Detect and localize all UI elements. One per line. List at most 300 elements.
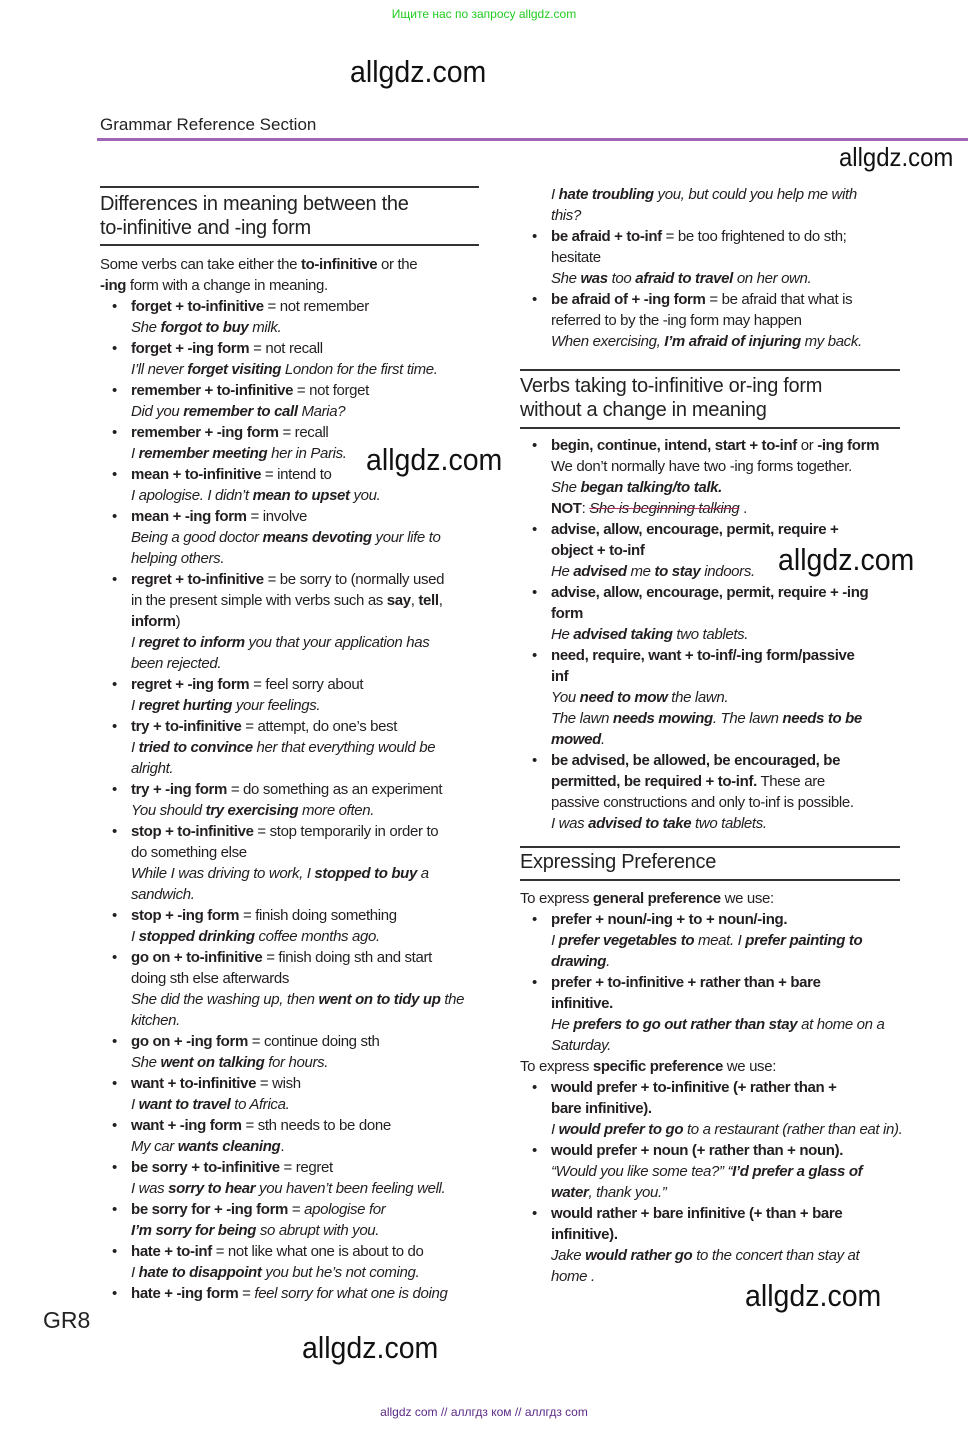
- text-run: .: [280, 1138, 285, 1155]
- line-text: [131, 989, 464, 1010]
- text-run: When exercising,: [551, 333, 665, 350]
- bullet-icon: •: [112, 781, 117, 798]
- line-text: [520, 888, 774, 909]
- bullet-item: [100, 506, 485, 527]
- line-text: [551, 582, 868, 603]
- line-text: [131, 569, 444, 590]
- line-text: [551, 1182, 666, 1203]
- line-text: [551, 1266, 595, 1287]
- text-run: doing sth else afterwards: [131, 970, 290, 987]
- text-run: prefer + to-infinitive + rather than + bare: [551, 974, 821, 991]
- text-line: [520, 1056, 905, 1077]
- text-run: I’m sorry for being: [131, 1222, 257, 1239]
- text-run: Maria?: [297, 403, 346, 420]
- text-run: to the concert than stay at: [692, 1247, 860, 1264]
- text-run: mowed: [551, 731, 601, 748]
- text-run: = finish doing something: [239, 907, 397, 924]
- text-run: = finish doing sth and start: [262, 949, 432, 966]
- heading-differences: [100, 192, 409, 240]
- line-text: [131, 947, 432, 968]
- text-run: -ing: [100, 277, 127, 294]
- bullet-item: [100, 569, 485, 590]
- text-line: [100, 359, 485, 380]
- line-text: [131, 1031, 379, 1052]
- text-run: do something else: [131, 844, 247, 861]
- line-text: [131, 905, 397, 926]
- text-line: [100, 653, 485, 674]
- text-run: so abrupt with you.: [256, 1222, 380, 1239]
- heading-rule-top: [520, 369, 900, 371]
- text-line: [100, 863, 485, 884]
- bullet-icon: •: [112, 823, 117, 840]
- heading-expressing-preference: [520, 850, 716, 874]
- text-run: He: [551, 563, 574, 580]
- text-run: form: [551, 605, 583, 622]
- bullet-item: [520, 750, 905, 771]
- line-text: [131, 590, 443, 611]
- bullet-icon: •: [112, 340, 117, 357]
- text-line: [520, 184, 905, 205]
- text-run: afraid to travel: [635, 270, 733, 287]
- section-title: Grammar Reference Section: [100, 115, 317, 134]
- text-run: = not like what one is about to do: [211, 1243, 424, 1260]
- bullet-icon: •: [112, 508, 117, 525]
- text-run: kitchen.: [131, 1012, 180, 1029]
- text-run: milk.: [248, 319, 282, 336]
- heading-line: without a change in meaning: [520, 399, 767, 421]
- text-line: [520, 205, 905, 226]
- bullet-icon: •: [112, 1075, 117, 1092]
- text-run: remember meeting: [138, 445, 268, 462]
- text-run: These are: [756, 773, 825, 790]
- line-text: [131, 443, 347, 464]
- right-column-middle: [520, 435, 905, 834]
- line-text: [551, 1077, 837, 1098]
- text-run: Did you: [131, 403, 184, 420]
- bullet-item: [100, 1241, 485, 1262]
- text-run: you, but could you help me with: [653, 186, 857, 203]
- text-run: , thank you.”: [588, 1184, 667, 1201]
- line-text: [131, 506, 307, 527]
- text-run: Some verbs can take either the: [100, 256, 301, 273]
- text-run: . The lawn: [712, 710, 783, 727]
- line-text: [520, 1056, 776, 1077]
- bullet-item: [520, 582, 905, 603]
- text-run: to-infinitive: [300, 256, 378, 273]
- text-run: = regret: [279, 1159, 333, 1176]
- bullet-icon: •: [532, 974, 537, 991]
- line-text: [131, 296, 369, 317]
- bullet-item: [100, 716, 485, 737]
- text-run: ,: [410, 592, 419, 609]
- line-text: [551, 184, 857, 205]
- text-run: I was: [131, 1180, 169, 1197]
- text-run: two tablets.: [672, 626, 749, 643]
- bullet-item: [520, 972, 905, 993]
- text-line: [100, 884, 485, 905]
- text-run: mean to upset: [252, 487, 350, 504]
- text-run: you haven’t been feeling well.: [255, 1180, 446, 1197]
- bullet-icon: •: [112, 1285, 117, 1302]
- text-run: She: [131, 1054, 161, 1071]
- line-text: [551, 708, 862, 729]
- text-run: passive constructions and only to-inf is possible.: [551, 794, 854, 811]
- text-run: mean + to-infinitive: [131, 466, 262, 483]
- line-text: [131, 1136, 284, 1157]
- text-run: I: [131, 634, 139, 651]
- text-run: we use:: [722, 1058, 777, 1075]
- text-run: the lawn.: [667, 689, 729, 706]
- bullet-icon: •: [112, 298, 117, 315]
- bullet-icon: •: [532, 647, 537, 664]
- line-text: [131, 1199, 385, 1220]
- line-text: [551, 972, 821, 993]
- text-run: = intend to: [261, 466, 332, 483]
- text-line: [520, 993, 905, 1014]
- text-run: I: [131, 1096, 139, 1113]
- line-text: [131, 1241, 424, 1262]
- bullet-item: [100, 338, 485, 359]
- text-run: = not recall: [249, 340, 323, 357]
- text-run: prefer + noun/-ing + to + noun/-ing.: [551, 911, 788, 928]
- text-run: -ing form: [817, 437, 880, 454]
- text-run: need, require, want + to-inf/-ing form/passive: [551, 647, 855, 664]
- line-text: [551, 624, 748, 645]
- bullet-icon: •: [112, 466, 117, 483]
- text-run: home .: [551, 1268, 595, 1285]
- line-text: [131, 800, 374, 821]
- heading-line: to-infinitive and -ing form: [100, 217, 311, 239]
- text-run: remember + -ing form: [131, 424, 279, 441]
- line-text: [131, 1283, 447, 1304]
- text-run: try exercising: [205, 802, 299, 819]
- line-text: [131, 1115, 391, 1136]
- bullet-item: [100, 1115, 485, 1136]
- heading-rule-bottom: [520, 427, 900, 429]
- line-text: [551, 289, 852, 310]
- text-run: was: [580, 270, 608, 287]
- bullet-item: [100, 296, 485, 317]
- text-line: [100, 1136, 485, 1157]
- text-line: [100, 485, 485, 506]
- bullet-item: [520, 1077, 905, 1098]
- line-text: [551, 1140, 843, 1161]
- line-text: [551, 540, 645, 561]
- text-line: [520, 1161, 905, 1182]
- text-run: meat. I: [694, 932, 746, 949]
- line-text: [551, 247, 601, 268]
- bullet-item: [520, 1203, 905, 1224]
- text-run: I’d prefer a glass of: [732, 1163, 863, 1180]
- text-line: [100, 317, 485, 338]
- section-divider: [97, 138, 968, 141]
- text-run: She: [551, 270, 581, 287]
- text-run: sandwich.: [131, 886, 195, 903]
- text-run: regret + to-infinitive: [131, 571, 264, 588]
- right-column-top: [520, 184, 905, 352]
- text-run: specific preference: [592, 1058, 723, 1075]
- line-text: [551, 1161, 862, 1182]
- text-run: a: [416, 865, 429, 882]
- line-text: [131, 380, 369, 401]
- text-run: = sth needs to be done: [241, 1117, 391, 1134]
- text-run: She: [551, 479, 581, 496]
- text-run: regret to inform: [138, 634, 245, 651]
- text-run: referred to by the -ing form may happen: [551, 312, 802, 329]
- line-text: [551, 951, 610, 972]
- line-text: [551, 771, 825, 792]
- line-text: [100, 275, 328, 296]
- text-run: I: [131, 1264, 139, 1281]
- text-run: She: [131, 319, 161, 336]
- text-run: hate to disappoint: [138, 1264, 262, 1281]
- text-run: I: [131, 739, 139, 756]
- line-text: [551, 1245, 859, 1266]
- text-line: [520, 930, 905, 951]
- text-run: you but he’s not coming.: [261, 1264, 420, 1281]
- text-run: say: [386, 592, 411, 609]
- text-run: stopped to buy: [314, 865, 417, 882]
- text-run: drawing: [551, 953, 607, 970]
- text-run: While I was driving to work, I: [131, 865, 315, 882]
- line-text: [131, 884, 195, 905]
- bullet-item: [100, 380, 485, 401]
- text-line: [100, 1052, 485, 1073]
- line-text: [131, 653, 221, 674]
- text-run: = attempt, do one’s best: [241, 718, 398, 735]
- watermark: allgdz.com: [745, 1278, 882, 1313]
- line-text: [551, 666, 568, 687]
- text-run: needs mowing: [612, 710, 713, 727]
- text-run: advise, allow, encourage, permit, require + -ing: [551, 584, 869, 601]
- bullet-icon: •: [112, 1159, 117, 1176]
- footer-links: allgdz com // аллгдз ком // аллгдз com: [380, 1405, 588, 1419]
- text-line: [520, 729, 905, 750]
- text-run: We don’t normally have two -ing forms together.: [551, 458, 852, 475]
- text-run: you.: [349, 487, 381, 504]
- struck-text: She is beginning talking: [589, 500, 740, 517]
- text-line: [100, 632, 485, 653]
- line-text: [551, 750, 840, 771]
- text-run: remember + to-infinitive: [131, 382, 294, 399]
- text-run: = not remember: [263, 298, 369, 315]
- bullet-item: [100, 1283, 485, 1304]
- bullet-icon: •: [112, 718, 117, 735]
- line-text: [131, 401, 345, 422]
- line-text: [551, 456, 852, 477]
- text-run: She did the washing up, then: [131, 991, 319, 1008]
- text-run: for hours.: [264, 1054, 329, 1071]
- line-text: [131, 464, 332, 485]
- text-line: [520, 247, 905, 268]
- line-text: [131, 548, 224, 569]
- text-run: = involve: [246, 508, 307, 525]
- text-line: [520, 771, 905, 792]
- bullet-item: [100, 1073, 485, 1094]
- line-text: [131, 758, 173, 779]
- text-line: [100, 275, 485, 296]
- watermark: allgdz.com: [778, 542, 915, 577]
- bullet-icon: •: [532, 1079, 537, 1096]
- bullet-item: [100, 947, 485, 968]
- line-text: [131, 422, 328, 443]
- text-run: I’ll never: [131, 361, 188, 378]
- watermark: allgdz.com: [302, 1330, 439, 1365]
- text-run: we use:: [720, 890, 774, 907]
- text-run: you that your application has: [244, 634, 430, 651]
- text-run: = recall: [278, 424, 329, 441]
- text-run: = wish: [256, 1075, 301, 1092]
- text-line: [520, 792, 905, 813]
- line-text: [551, 993, 613, 1014]
- text-line: [100, 926, 485, 947]
- text-run: your life to: [371, 529, 441, 546]
- text-run: I apologise. I didn’t: [131, 487, 253, 504]
- bullet-icon: •: [112, 382, 117, 399]
- text-run: London for the first time.: [281, 361, 438, 378]
- text-run: inform: [131, 613, 176, 630]
- watermark: allgdz.com: [839, 142, 954, 172]
- line-text: [131, 611, 180, 632]
- line-text: [551, 226, 847, 247]
- text-line: [520, 1098, 905, 1119]
- text-line: [100, 401, 485, 422]
- text-run: need to mow: [579, 689, 668, 706]
- line-text: [131, 968, 289, 989]
- line-text: [551, 498, 747, 519]
- bullet-icon: •: [112, 676, 117, 693]
- text-run: wants cleaning: [177, 1138, 281, 1155]
- line-text: [551, 310, 802, 331]
- bullet-item: [520, 1140, 905, 1161]
- text-run: means devoting: [262, 529, 372, 546]
- text-run: would prefer + to-infinitive (+ rather than +: [551, 1079, 837, 1096]
- text-run: forget + to-infinitive: [131, 298, 264, 315]
- text-run: too: [607, 270, 636, 287]
- text-run: .: [600, 731, 605, 748]
- text-line: [100, 968, 485, 989]
- line-text: [551, 1224, 618, 1245]
- text-run: go on + to-infinitive: [131, 949, 263, 966]
- text-line: [520, 1182, 905, 1203]
- bullet-icon: •: [112, 1243, 117, 1260]
- text-run: regret + -ing form: [131, 676, 250, 693]
- text-run: tell: [418, 592, 439, 609]
- text-run: feel sorry for what one is doing: [254, 1285, 448, 1302]
- text-run: permitted, be required + to-inf.: [551, 773, 757, 790]
- line-text: [131, 338, 323, 359]
- line-text: [131, 821, 438, 842]
- text-line: [520, 477, 905, 498]
- text-run: = be afraid that what is: [705, 291, 853, 308]
- line-text: [131, 695, 320, 716]
- text-run: in the present simple with verbs such as: [131, 592, 387, 609]
- line-text: [551, 477, 722, 498]
- bullet-icon: •: [532, 584, 537, 601]
- text-line: [520, 498, 905, 519]
- line-text: [551, 645, 855, 666]
- text-line: [520, 624, 905, 645]
- heading-rule-bottom: [520, 879, 900, 881]
- text-run: hate + -ing form: [131, 1285, 239, 1302]
- heading-line: Verbs taking to-infinitive or-ing form: [520, 375, 823, 397]
- text-run: forget + -ing form: [131, 340, 250, 357]
- text-run: be afraid of + -ing form: [551, 291, 706, 308]
- bullet-item: [520, 645, 905, 666]
- text-run: her in Paris.: [267, 445, 347, 462]
- line-text: [551, 792, 854, 813]
- text-line: [100, 1094, 485, 1115]
- text-run: = do something as an experiment: [227, 781, 443, 798]
- text-line: [520, 603, 905, 624]
- text-run: Saturday.: [551, 1037, 611, 1054]
- text-line: [100, 842, 485, 863]
- text-run: alright.: [131, 760, 174, 777]
- line-text: [131, 716, 397, 737]
- text-run: would prefer to go: [558, 1121, 684, 1138]
- text-run: form with a change in meaning.: [126, 277, 328, 294]
- bullet-icon: •: [532, 752, 537, 769]
- text-run: object + to-inf: [551, 542, 645, 559]
- heading-line: Differences in meaning between the: [100, 193, 409, 215]
- text-line: [520, 951, 905, 972]
- text-line: [100, 527, 485, 548]
- text-run: want + to-infinitive: [131, 1075, 257, 1092]
- bullet-item: [520, 519, 905, 540]
- text-run: would rather go: [585, 1247, 693, 1264]
- line-text: [100, 254, 417, 275]
- left-column: [100, 254, 485, 1304]
- text-run: I: [131, 928, 139, 945]
- text-run: mean + -ing form: [131, 508, 247, 525]
- text-run: I was: [551, 815, 589, 832]
- line-text: [131, 674, 363, 695]
- text-run: = be too frightened to do sth;: [661, 228, 847, 245]
- text-run: began talking/to talk.: [580, 479, 722, 496]
- text-run: try + to-infinitive: [131, 718, 242, 735]
- text-run: coffee months ago.: [254, 928, 380, 945]
- text-line: [100, 758, 485, 779]
- line-text: [131, 863, 429, 884]
- text-run: .: [739, 500, 747, 517]
- bullet-icon: •: [112, 424, 117, 441]
- line-text: [131, 527, 441, 548]
- text-run: forgot to buy: [160, 319, 249, 336]
- bullet-icon: •: [112, 571, 117, 588]
- text-run: bare infinitive).: [551, 1100, 652, 1117]
- bullet-icon: •: [532, 521, 537, 538]
- line-text: [131, 926, 380, 947]
- heading-rule-top: [520, 846, 900, 848]
- line-text: [551, 729, 605, 750]
- bullet-icon: •: [532, 228, 537, 245]
- bullet-icon: •: [532, 437, 537, 454]
- text-run: advised to take: [588, 815, 692, 832]
- text-run: NOT: [551, 500, 582, 517]
- text-line: [520, 888, 905, 909]
- line-text: [551, 1119, 903, 1140]
- bullet-item: [100, 674, 485, 695]
- line-text: [551, 930, 862, 951]
- bullet-item: [100, 1157, 485, 1178]
- text-run: her that everything would be: [252, 739, 436, 756]
- text-run: tried to convince: [138, 739, 253, 756]
- heading-rule-bottom: [100, 244, 479, 246]
- bullet-item: [100, 779, 485, 800]
- text-run: He: [551, 1016, 574, 1033]
- text-line: [520, 310, 905, 331]
- heading-rule-top: [100, 186, 479, 188]
